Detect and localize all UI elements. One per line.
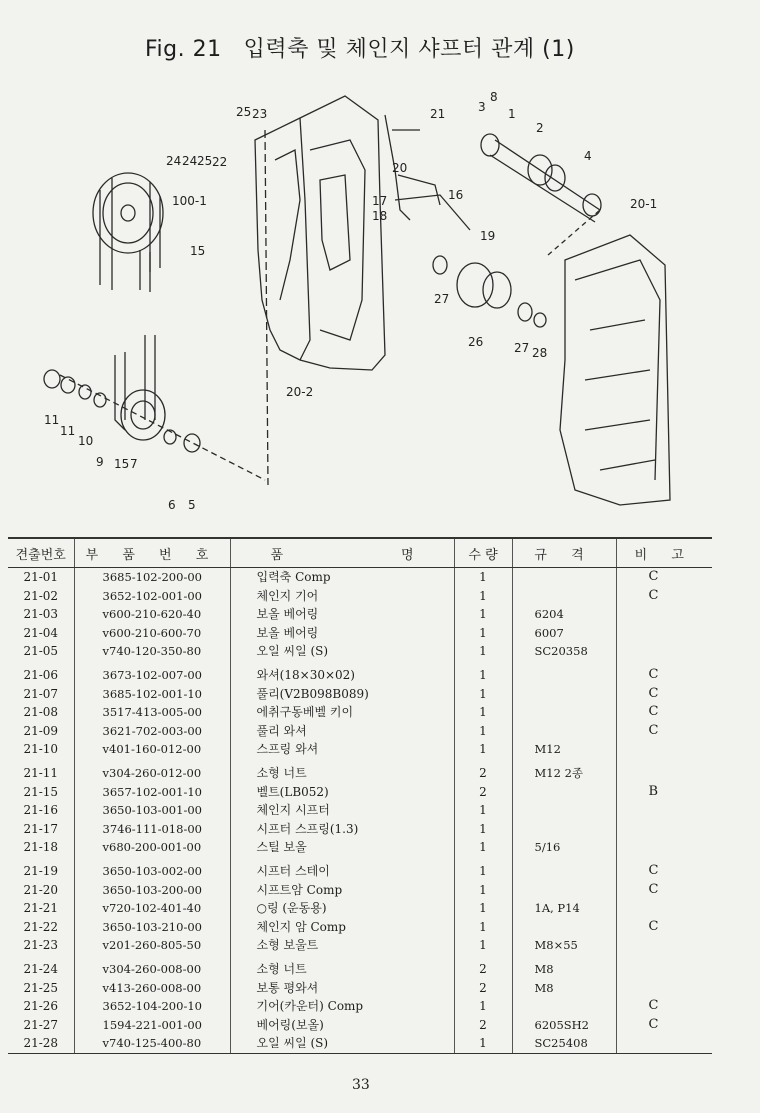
remark [616,740,712,759]
row-ref: 21-28 [8,1034,74,1053]
callout-label: 100-1 [172,194,207,208]
part-number: 3650-103-001-00 [74,801,230,820]
remark: C [648,569,659,585]
row-ref: 21-05 [8,642,74,661]
spec: SC20358 [512,642,616,661]
part-number: 3650-103-210-00 [74,918,230,937]
col-header-name-left: 품 [270,547,284,563]
row-ref: 21-25 [8,979,74,998]
row-ref: 21-01 [8,568,74,587]
remark: C [648,1016,659,1032]
callout-label: 20-2 [286,385,314,399]
part-name: 와셔(18×30×02) [230,661,454,685]
spec: 6205SH2 [512,1016,616,1035]
callout-label: 24 [182,154,198,168]
row-ref: 21-09 [8,722,74,741]
part-number: v740-120-350-80 [74,642,230,661]
spec [512,783,616,802]
remark [616,801,712,820]
remark: C [648,998,659,1014]
table-row [8,838,712,857]
nut [44,370,60,388]
part-name: 벨트(LB052) [230,783,454,802]
remark: C [648,918,659,934]
part-name: 소형 너트 [230,759,454,783]
callout-label: 20-1 [630,197,658,211]
row-ref: 21-06 [8,661,74,685]
quantity: 1 [454,899,512,918]
table-row [8,997,712,1016]
spec [512,820,616,839]
callout-label: 26 [468,335,484,349]
callout-label: 1 [508,107,516,121]
row-ref: 21-27 [8,1016,74,1035]
callout-label: 22 [212,155,228,169]
row-ref: 21-08 [8,703,74,722]
quantity: 2 [454,955,512,979]
right-casing [560,235,670,505]
part-number: 1594-221-001-00 [74,1016,230,1035]
part-number: v720-102-401-40 [74,899,230,918]
quantity: 1 [454,661,512,685]
quantity: 1 [454,820,512,839]
part-name: 보올 베어링 [230,605,454,624]
table-row [8,918,712,937]
remark: B [648,783,659,799]
spec: 6007 [512,624,616,643]
spec [512,722,616,741]
table-row [8,740,712,759]
row-ref: 21-03 [8,605,74,624]
quantity: 1 [454,642,512,661]
counter-gear [457,263,493,307]
remark: C [648,666,659,682]
quantity: 1 [454,722,512,741]
row-ref: 21-07 [8,685,74,704]
table-row [8,857,712,881]
callout-label: 23 [252,107,268,121]
part-name: 오일 씨일 (S) [230,1034,454,1053]
spec [512,801,616,820]
table-row [8,881,712,900]
table-row [8,722,712,741]
table-row [8,1016,712,1035]
v-belt [140,250,155,420]
row-ref: 21-16 [8,801,74,820]
spec: M12 2종 [512,759,616,783]
part-name: 소형 너트 [230,955,454,979]
callout-label: 21 [430,107,446,121]
row-ref: 21-21 [8,899,74,918]
table-row [8,642,712,661]
remark [616,642,712,661]
parts-body [8,568,712,1054]
row-ref: 21-04 [8,624,74,643]
row-ref: 21-17 [8,820,74,839]
table-header-row [8,538,712,568]
col-header-name-right: 명 [400,547,414,563]
quantity: 1 [454,997,512,1016]
part-name: 보올 베어링 [230,624,454,643]
spec [512,661,616,685]
quantity: 1 [454,568,512,587]
remark: C [648,862,659,878]
part-number: 3652-102-001-00 [74,587,230,606]
part-number: 3657-102-001-10 [74,783,230,802]
callout-label: 20 [392,161,408,175]
col-header-name [230,538,454,568]
callout-label: 28 [532,346,548,360]
figure-title: 입력축 및 체인지 샤프터 관계 (1) [243,37,575,62]
part-number: 3621-702-003-00 [74,722,230,741]
part-number: v401-160-012-00 [74,740,230,759]
spec [512,881,616,900]
spec: 1A, P14 [512,899,616,918]
row-ref: 21-26 [8,997,74,1016]
parts-table [8,537,712,1054]
quantity: 1 [454,838,512,857]
spec [512,568,616,587]
part-number: 3685-102-200-00 [74,568,230,587]
exploded-parts-diagram [0,75,760,525]
remark [616,820,712,839]
spec [512,857,616,881]
remark: C [648,685,659,701]
callout-label: 25 [236,105,252,119]
part-number: 3650-103-200-00 [74,881,230,900]
quantity: 1 [454,881,512,900]
part-number: v740-125-400-80 [74,1034,230,1053]
col-header-qty: 수 량 [454,538,512,568]
part-number: v600-210-600-70 [74,624,230,643]
remark [616,838,712,857]
part-name: 소형 보울트 [230,936,454,955]
part-number: 3517-413-005-00 [74,703,230,722]
col-header-spec: 규 격 [512,538,616,568]
remark [616,624,712,643]
callout-label: 4 [584,149,592,163]
callout-label: 8 [490,90,498,104]
part-name: ○링 (운동용) [230,899,454,918]
row-ref: 21-24 [8,955,74,979]
quantity: 1 [454,703,512,722]
quantity: 1 [454,857,512,881]
table-row [8,979,712,998]
table-row [8,899,712,918]
part-name: 에취구동베벨 키이 [230,703,454,722]
remark [616,759,712,783]
part-number: 3650-103-002-00 [74,857,230,881]
housing-outline [255,96,388,370]
quantity: 2 [454,1016,512,1035]
row-ref: 21-23 [8,936,74,955]
part-name: 시프트암 Comp [230,881,454,900]
part-number: 3652-104-200-10 [74,997,230,1016]
callout-label: 6 [168,498,176,512]
remark [616,955,712,979]
callout-label: 11 [44,413,60,427]
table-row [8,685,712,704]
callout-label: 27 [514,341,530,355]
part-number: v201-260-805-50 [74,936,230,955]
row-ref: 21-02 [8,587,74,606]
table-row [8,759,712,783]
quantity: 1 [454,1034,512,1053]
callout-label: 25 [197,154,213,168]
part-number: 3746-111-018-00 [74,820,230,839]
input-shaft-bearing [481,134,499,156]
remark [616,605,712,624]
lower-pulley [121,390,165,440]
part-number: v600-210-620-40 [74,605,230,624]
part-number: v304-260-008-00 [74,955,230,979]
quantity: 2 [454,759,512,783]
callout-label: 17 [372,194,388,208]
remark [616,899,712,918]
remark: C [648,704,659,720]
part-name: 스프링 와셔 [230,740,454,759]
row-ref: 21-20 [8,881,74,900]
callout-label: 27 [434,292,450,306]
table-row [8,783,712,802]
spec: M12 [512,740,616,759]
callout-label: 3 [478,100,486,114]
remark: C [648,881,659,897]
callout-label: 18 [372,209,388,223]
remark [616,979,712,998]
col-header-part-number: 부 품 번 호 [74,538,230,568]
quantity: 2 [454,783,512,802]
quantity: 1 [454,605,512,624]
callout-label: 10 [78,434,94,448]
part-number: 3685-102-001-10 [74,685,230,704]
part-name: 스틸 보올 [230,838,454,857]
row-ref: 21-18 [8,838,74,857]
col-header-ref: 견출번호 [8,538,74,568]
row-ref: 21-15 [8,783,74,802]
quantity: 1 [454,740,512,759]
quantity: 1 [454,936,512,955]
spec [512,685,616,704]
callout-label: 24 [166,154,182,168]
row-ref: 21-11 [8,759,74,783]
col-header-remark: 비 고 [616,538,712,568]
callout-label: 16 [448,188,464,202]
remark: C [648,587,659,603]
spec: SC25408 [512,1034,616,1053]
table-row [8,568,712,587]
part-name: 오일 씨일 (S) [230,642,454,661]
table-row [8,820,712,839]
row-ref: 21-10 [8,740,74,759]
quantity: 1 [454,685,512,704]
part-name: 입력축 Comp [230,568,454,587]
callout-label: 15 [190,244,206,258]
spec: M8 [512,955,616,979]
remark [616,1034,712,1053]
callout-label: 19 [480,229,496,243]
table-row [8,936,712,955]
part-number: 3673-102-007-00 [74,661,230,685]
callout-label: 5 [188,498,196,512]
part-number: v304-260-012-00 [74,759,230,783]
part-name: 시프터 스프링(1.3) [230,820,454,839]
part-name: 기어(카운터) Comp [230,997,454,1016]
table-row [8,661,712,685]
table-row [8,801,712,820]
part-name: 체인지 암 Comp [230,918,454,937]
part-name: 풀리 와셔 [230,722,454,741]
table-row [8,587,712,606]
spec: M8 [512,979,616,998]
table-row [8,1034,712,1053]
quantity: 1 [454,801,512,820]
page-number: 33 [352,1077,370,1093]
callout-label: 15 [114,457,130,471]
quantity: 1 [454,624,512,643]
part-name: 체인지 기어 [230,587,454,606]
spec [512,587,616,606]
part-name: 풀리(V2B098B089) [230,685,454,704]
spec [512,997,616,1016]
callout-label: 7 [130,457,138,471]
remark [616,936,712,955]
table-row [8,624,712,643]
quantity: 1 [454,587,512,606]
row-ref: 21-19 [8,857,74,881]
spec: M8×55 [512,936,616,955]
part-name: 베어링(보올) [230,1016,454,1035]
part-number: v413-260-008-00 [74,979,230,998]
spec [512,703,616,722]
spec: 5/16 [512,838,616,857]
spec: 6204 [512,605,616,624]
table-row [8,605,712,624]
part-name: 체인지 시프터 [230,801,454,820]
row-ref: 21-22 [8,918,74,937]
callout-label: 11 [60,424,76,438]
table-row [8,955,712,979]
remark: C [648,722,659,738]
page-title [145,32,575,63]
callout-label: 2 [536,121,544,135]
part-number: v680-200-001-00 [74,838,230,857]
figure-number: Fig. 21 [145,37,222,62]
part-name: 보통 평와셔 [230,979,454,998]
quantity: 1 [454,918,512,937]
part-name: 시프터 스테이 [230,857,454,881]
spec [512,918,616,937]
quantity: 2 [454,979,512,998]
table-row [8,703,712,722]
callout-label: 9 [96,455,104,469]
